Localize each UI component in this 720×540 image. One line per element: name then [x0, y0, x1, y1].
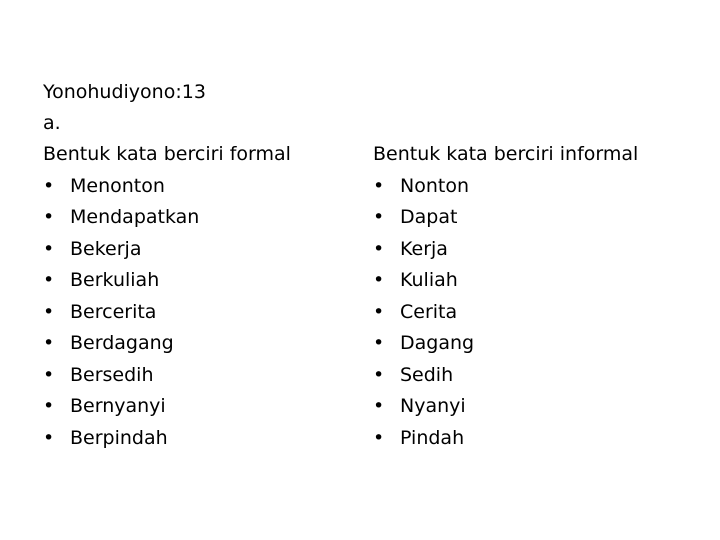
informal-column-title: Bentuk kata berciri informal [373, 143, 639, 165]
bullet-icon: • [43, 174, 55, 197]
list-item [373, 300, 638, 332]
formal-word: Menonton [70, 174, 165, 197]
formal-column-title: Bentuk kata berciri formal [43, 143, 291, 165]
formal-word: Mendapatkan [70, 206, 200, 228]
informal-word: Nonton [400, 174, 469, 197]
bullet-icon: • [373, 426, 385, 449]
bullet-icon: • [373, 395, 385, 417]
list-item [43, 174, 291, 206]
bullet-icon: • [43, 206, 55, 228]
list-item [43, 268, 291, 300]
bullet-icon: • [373, 332, 385, 354]
bullet-icon: • [43, 426, 55, 449]
informal-word: Pindah [400, 426, 465, 449]
formal-word: Bercerita [70, 300, 157, 323]
bullet-icon: • [43, 269, 55, 291]
list-item [373, 174, 638, 206]
formal-word: Berdagang [70, 332, 174, 354]
list-item [373, 363, 638, 395]
list-item [43, 426, 291, 458]
informal-word: Kerja [400, 237, 448, 260]
informal-column [373, 142, 638, 457]
list-item [43, 300, 291, 332]
formal-word: Berpindah [70, 426, 168, 449]
bullet-icon: • [43, 363, 55, 386]
informal-word: Dagang [400, 332, 475, 354]
formal-word: Bekerja [70, 237, 142, 260]
informal-word: Kuliah [400, 269, 458, 291]
list-item [373, 205, 638, 237]
bullet-icon: • [373, 363, 385, 386]
informal-word-list [373, 174, 638, 458]
list-item [373, 268, 638, 300]
bullet-icon: • [373, 269, 385, 291]
bullet-icon: • [43, 300, 55, 323]
list-item [373, 394, 638, 426]
informal-word: Dapat [400, 206, 458, 228]
formal-column [43, 142, 291, 457]
bullet-icon: • [373, 300, 385, 323]
formal-word: Bersedih [70, 363, 154, 386]
author-line: Yonohudiyono:13 [43, 81, 206, 103]
bullet-icon: • [43, 332, 55, 354]
list-item [373, 237, 638, 269]
section-label: a. [43, 112, 61, 134]
informal-word: Cerita [400, 300, 458, 323]
list-item [373, 426, 638, 458]
list-item [43, 205, 291, 237]
bullet-icon: • [373, 237, 385, 260]
list-item [43, 331, 291, 363]
bullet-icon: • [373, 174, 385, 197]
bullet-icon: • [43, 237, 55, 260]
list-item [43, 394, 291, 426]
list-item [43, 237, 291, 269]
formal-word: Berkuliah [70, 269, 160, 291]
formal-word: Bernyanyi [70, 395, 166, 417]
list-item [373, 331, 638, 363]
formal-word-list [43, 174, 291, 458]
bullet-icon: • [43, 395, 55, 417]
list-item [43, 363, 291, 395]
informal-word: Sedih [400, 363, 454, 386]
informal-word: Nyanyi [400, 395, 466, 417]
bullet-icon: • [373, 206, 385, 228]
